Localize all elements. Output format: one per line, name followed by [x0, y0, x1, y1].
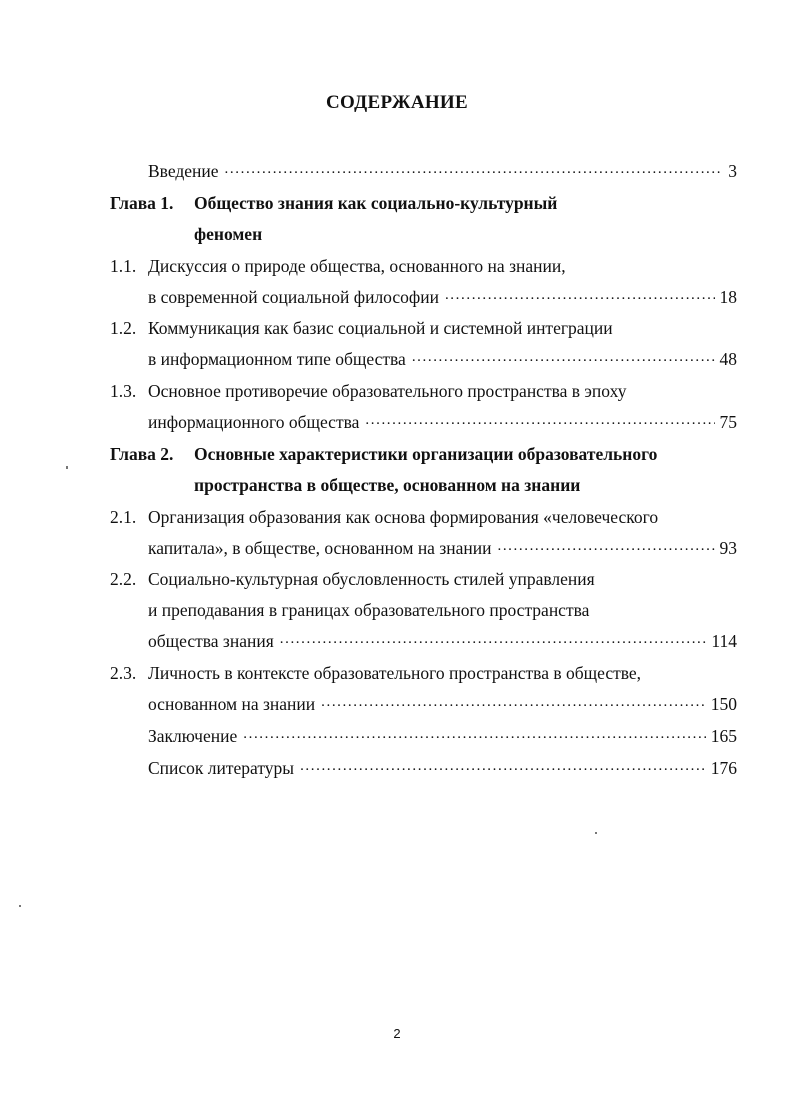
scan-speck — [66, 466, 68, 469]
toc-entry-text: Список литературы — [148, 758, 295, 778]
section-1-1-line1: Дискуссия о природе общества, основанного на знании, — [148, 256, 566, 276]
dot-leader — [321, 694, 706, 710]
section-2-1-number: 2.1. — [110, 507, 137, 527]
toc-entry-text: Введение — [148, 161, 219, 181]
chapter-2-title-line2: пространства в обществе, основанном на знании — [194, 475, 581, 495]
toc-page-number: 3 — [728, 161, 737, 181]
section-2-1-line1: Организация образования как основа формирования «человеческого — [148, 507, 659, 527]
dot-leader — [445, 287, 715, 303]
page-title: СОДЕРЖАНИЕ — [326, 92, 468, 113]
section-2-3-line2 — [148, 693, 737, 715]
dot-leader — [225, 161, 724, 177]
toc-page-number: 114 — [711, 631, 737, 651]
chapter-2-number: Глава 2. — [110, 444, 174, 464]
section-1-3-number: 1.3. — [110, 381, 137, 401]
toc-page-number: 165 — [710, 726, 737, 746]
section-2-2-number: 2.2. — [110, 569, 137, 589]
section-1-3-line2 — [148, 411, 737, 433]
section-1-1-number: 1.1. — [110, 256, 137, 276]
dot-leader — [243, 726, 706, 742]
section-1-2-line1: Коммуникация как базис социальной и системной интеграции — [148, 318, 613, 338]
toc-entry-text: основанном на знании — [148, 694, 316, 714]
toc-entry-text: Заключение — [148, 726, 238, 746]
scan-speck — [595, 832, 597, 834]
toc-entry-text: общества знания — [148, 631, 274, 651]
toc-entry-text: в современной социальной философии — [148, 287, 439, 307]
toc-entry-text: капитала», в обществе, основанном на знании — [148, 538, 492, 558]
toc-entry-text: в информационном типе общества — [148, 349, 406, 369]
dot-leader — [497, 538, 714, 554]
section-2-2-line2: и преподавания в границах образовательного пространства — [148, 600, 590, 620]
dot-leader — [300, 758, 706, 774]
section-1-1-line2 — [148, 286, 737, 308]
toc-page-number: 150 — [710, 694, 737, 714]
chapter-1-number: Глава 1. — [110, 193, 174, 213]
chapter-1-title-line2: феномен — [194, 224, 263, 244]
scan-speck — [19, 905, 21, 907]
toc-entry-intro — [148, 160, 737, 182]
page-number: 2 — [393, 1026, 401, 1041]
section-2-3-line1: Личность в контексте образовательного пространства в обществе, — [148, 663, 642, 683]
section-1-3-line1: Основное противоречие образовательного пространства в эпоху — [148, 381, 627, 401]
section-2-3-number: 2.3. — [110, 663, 137, 683]
toc-page-number: 176 — [710, 758, 737, 778]
toc-page-number: 18 — [719, 287, 737, 307]
toc-page-number: 93 — [719, 538, 737, 558]
section-2-1-line2 — [148, 537, 737, 559]
section-2-2-line3 — [148, 630, 737, 652]
dot-leader — [280, 631, 707, 647]
dot-leader — [412, 349, 715, 365]
section-2-2-line1: Социально-культурная обусловленность стилей управления — [148, 569, 595, 589]
chapter-2-title-line1: Основные характеристики организации образовательного — [194, 444, 658, 464]
toc-page-number: 75 — [719, 412, 737, 432]
dot-leader — [365, 412, 714, 428]
section-1-2-line2 — [148, 348, 737, 370]
toc-entry-conclusion — [148, 725, 737, 747]
section-1-2-number: 1.2. — [110, 318, 137, 338]
toc-entry-references — [148, 757, 737, 779]
toc-entry-text: информационного общества — [148, 412, 360, 432]
chapter-1-title-line1: Общество знания как социально-культурный — [194, 193, 558, 213]
toc-page-number: 48 — [719, 349, 737, 369]
